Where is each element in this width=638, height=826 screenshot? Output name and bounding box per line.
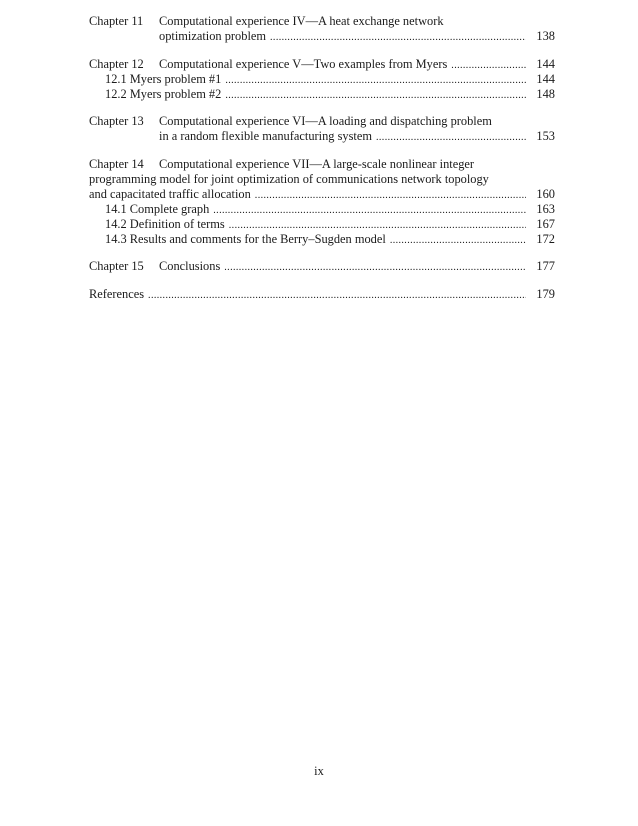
page-number: 163 bbox=[536, 201, 555, 216]
toc-section-14-1 bbox=[89, 202, 555, 217]
dot-leader bbox=[229, 218, 526, 233]
toc-section-14-3 bbox=[89, 232, 555, 247]
toc-entry-chapter-11 bbox=[89, 14, 555, 44]
page-folio: ix bbox=[314, 764, 324, 778]
dot-leader bbox=[224, 260, 526, 275]
toc-entry-chapter-12 bbox=[89, 57, 555, 102]
chapter-title: Computational experience V—Two examples from Myers bbox=[159, 56, 448, 71]
chapter-title-continued: and capacitated traffic allocation bbox=[89, 186, 251, 201]
dot-leader bbox=[376, 130, 526, 145]
dot-leader bbox=[148, 288, 526, 303]
section-title: 14.1 Complete graph bbox=[105, 201, 210, 216]
page-number: 179 bbox=[536, 286, 555, 301]
table-of-contents bbox=[89, 14, 555, 314]
section-title: 12.2 Myers problem #2 bbox=[105, 86, 222, 101]
chapter-title-continued: programming model for joint optimization of communications network topology bbox=[89, 171, 489, 186]
toc-section-12-2 bbox=[89, 87, 555, 102]
page-number: 148 bbox=[536, 86, 555, 101]
chapter-title: Computational experience IV—A heat exchange network bbox=[159, 14, 444, 28]
toc-entry-chapter-15 bbox=[89, 259, 555, 274]
chapter-title: Conclusions bbox=[159, 259, 221, 273]
section-title: 14.2 Definition of terms bbox=[105, 216, 225, 231]
toc-section-14-2 bbox=[89, 217, 555, 232]
references-title: References bbox=[89, 286, 145, 301]
chapter-number: Chapter 14 bbox=[89, 156, 144, 171]
chapter-number: Chapter 13 bbox=[89, 114, 144, 128]
chapter-title-continued: in a random flexible manufacturing system bbox=[159, 129, 372, 143]
chapter-number: Chapter 11 bbox=[89, 14, 144, 28]
page-number: 167 bbox=[536, 216, 555, 231]
chapter-title: Computational experience VII—A large-scale nonlinear integer bbox=[159, 156, 475, 171]
page-number: 138 bbox=[536, 29, 555, 43]
dot-leader bbox=[225, 88, 526, 103]
dot-leader bbox=[451, 58, 526, 73]
chapter-number: Chapter 15 bbox=[89, 259, 144, 273]
chapter-number: Chapter 12 bbox=[89, 56, 144, 71]
page-number: 153 bbox=[536, 129, 555, 143]
toc-entry-chapter-14 bbox=[89, 157, 555, 247]
chapter-title: Computational experience VI—A loading and dispatching problem bbox=[159, 114, 492, 128]
page-number: 160 bbox=[536, 186, 555, 201]
chapter-title-continued: optimization problem bbox=[159, 29, 267, 43]
section-title: 12.1 Myers problem #1 bbox=[105, 71, 222, 86]
dot-leader bbox=[390, 233, 526, 248]
section-title: 14.3 Results and comments for the Berry–Sugden model bbox=[105, 231, 386, 246]
page-number: 172 bbox=[536, 231, 555, 246]
dot-leader bbox=[255, 188, 526, 203]
page-number: 144 bbox=[536, 71, 555, 86]
page-number: 177 bbox=[536, 259, 555, 273]
toc-section-12-1 bbox=[89, 72, 555, 87]
page-number: 144 bbox=[536, 56, 555, 71]
dot-leader bbox=[270, 30, 526, 45]
dot-leader bbox=[225, 73, 526, 88]
toc-entry-chapter-13 bbox=[89, 114, 555, 144]
dot-leader bbox=[213, 203, 526, 218]
toc-entry-references bbox=[89, 287, 555, 302]
